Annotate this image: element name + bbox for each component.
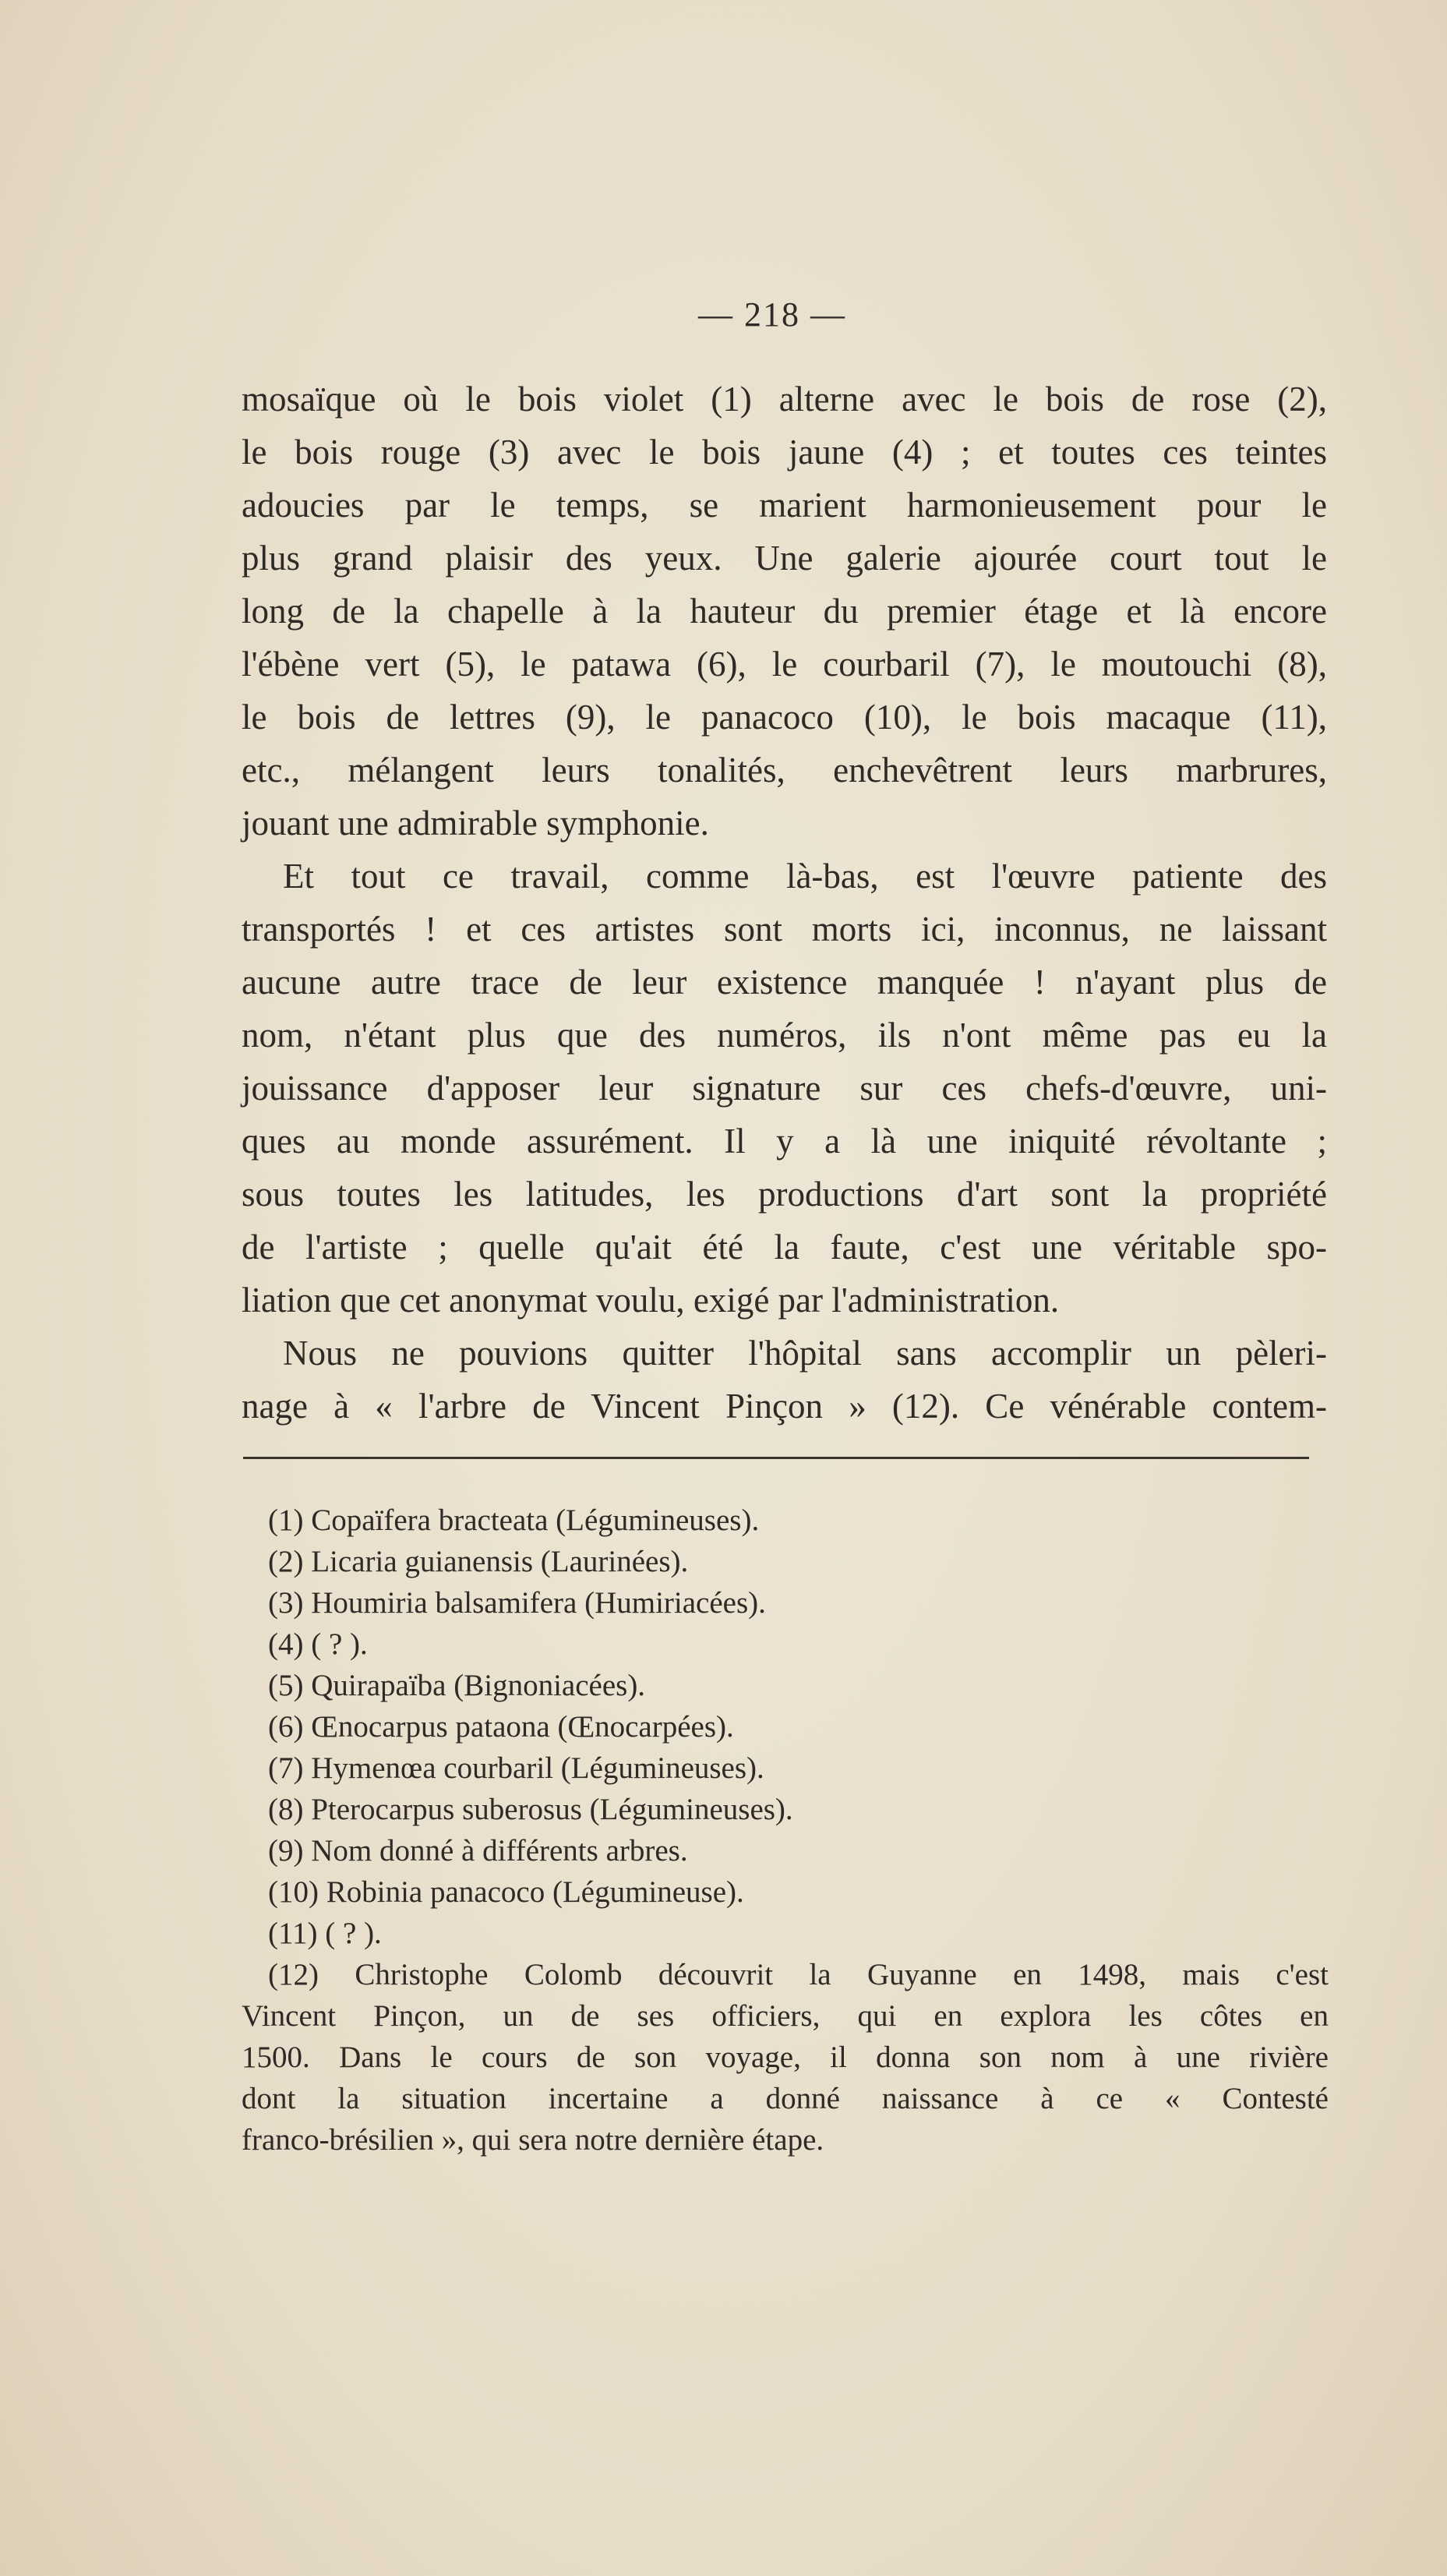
footnote-line: franco-brésilien », qui sera notre dernière étape.	[242, 2123, 824, 2157]
body-text-line: Et tout ce travail, comme là-bas, est l'œuvre patiente des	[283, 857, 1327, 896]
footnote-line: (11) ( ? ).	[268, 1917, 382, 1950]
body-text-line: jouant une admirable symphonie.	[242, 804, 709, 843]
footnote-line: (12) Christophe Colomb découvrit la Guyanne en 1498, mais c'est	[268, 1958, 1329, 1991]
footnote-line: (3) Houmiria balsamifera (Humiriacées).	[268, 1586, 766, 1620]
body-text-line: jouissance d'apposer leur signature sur ces chefs-d'œuvre, uni-	[242, 1069, 1327, 1108]
body-text-line: le bois de lettres (9), le panacoco (10), le bois macaque (11),	[242, 698, 1327, 737]
body-text-line: etc., mélangent leurs tonalités, enchevêtrent leurs marbrures,	[242, 751, 1327, 790]
body-text-line: liation que cet anonymat voulu, exigé par l'administration.	[242, 1281, 1060, 1320]
footnote-line: (7) Hymenœa courbaril (Légumineuses).	[268, 1751, 764, 1785]
body-text-line: transportés ! et ces artistes sont morts ici, inconnus, ne laissant	[242, 910, 1327, 949]
footnote-line: (2) Licaria guianensis (Laurinées).	[268, 1545, 689, 1578]
body-text-line: long de la chapelle à la hauteur du premier étage et là encore	[242, 592, 1327, 631]
body-text-line: mosaïque où le bois violet (1) alterne avec le bois de rose (2),	[242, 380, 1327, 419]
body-text-line: adoucies par le temps, se marient harmonieusement pour le	[242, 486, 1327, 525]
footnote-separator-rule	[243, 1457, 1309, 1459]
body-text-line: nage à « l'arbre de Vincent Pinçon » (12). Ce vénérable contem-	[242, 1387, 1327, 1426]
footnote-line: (4) ( ? ).	[268, 1627, 368, 1661]
footnote-line: (8) Pterocarpus suberosus (Légumineuses).	[268, 1793, 793, 1826]
body-text-line: nom, n'étant plus que des numéros, ils n'ont même pas eu la	[242, 1016, 1327, 1055]
body-text	[242, 373, 1327, 1433]
footnote-line: Vincent Pinçon, un de ses officiers, qui en explora les côtes en	[242, 1999, 1329, 2033]
footnote-line: (6) Œnocarpus pataona (Œnocarpées).	[268, 1710, 734, 1744]
body-text-line: ques au monde assurément. Il y a là une iniquité révoltante ;	[242, 1122, 1327, 1161]
footnote-line: 1500. Dans le cours de son voyage, il donna son nom à une rivière	[242, 2041, 1329, 2074]
footnote-line: (10) Robinia panacoco (Légumineuse).	[268, 1875, 744, 1909]
body-text-line: aucune autre trace de leur existence manquée ! n'ayant plus de	[242, 963, 1327, 1002]
footnote-line: dont la situation incertaine a donné naissance à ce « Contesté	[242, 2082, 1329, 2115]
footnotes	[242, 1500, 1329, 2161]
body-text-line: plus grand plaisir des yeux. Une galerie ajourée court tout le	[242, 539, 1327, 578]
body-text-line: de l'artiste ; quelle qu'ait été la faute, c'est une véritable spo-	[242, 1228, 1327, 1267]
footnote-line: (5) Quirapaïba (Bignoniacées).	[268, 1669, 646, 1702]
footnote-line: (9) Nom donné à différents arbres.	[268, 1834, 688, 1868]
body-text-line: l'ébène vert (5), le patawa (6), le courbaril (7), le moutouchi (8),	[242, 645, 1327, 684]
body-text-line: Nous ne pouvions quitter l'hôpital sans accomplir un pèleri-	[283, 1334, 1327, 1373]
page-number: — 218 —	[698, 295, 846, 334]
footnote-line: (1) Copaïfera bracteata (Légumineuses).	[268, 1504, 760, 1537]
body-text-line: sous toutes les latitudes, les productions d'art sont la propriété	[242, 1175, 1327, 1214]
body-text-line: le bois rouge (3) avec le bois jaune (4) ; et toutes ces teintes	[242, 433, 1327, 472]
